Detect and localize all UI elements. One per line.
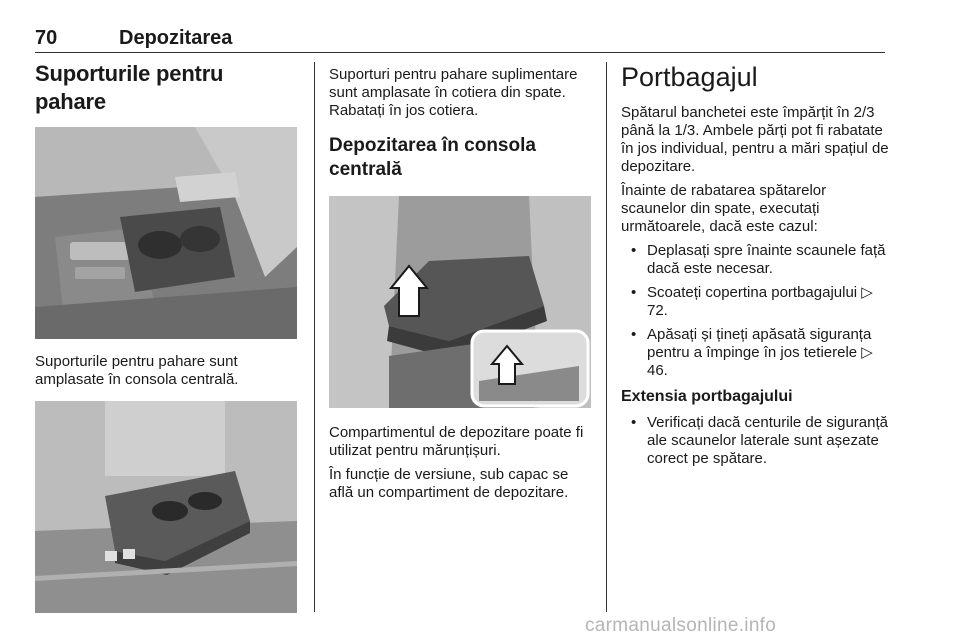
photo-center-console <box>329 196 591 408</box>
bullet-list <box>621 414 889 468</box>
column-armrest-storage <box>329 60 591 508</box>
column-divider <box>314 62 315 612</box>
paragraph: Înainte de rabatarea spătarelor scaunelor din spate, executați următoarele, dacă este cazul: <box>621 182 827 235</box>
paragraph: Compartimentul de depozitare poate fi utilizat pentru mărunțișuri. <box>329 424 584 459</box>
paragraph: În funcție de versiune, sub capac se află un compartiment de depozitare. <box>329 466 569 501</box>
page-number: 70 <box>35 27 58 49</box>
column-divider <box>606 62 607 612</box>
section-heading: Suporturile pentru pahare <box>35 61 224 114</box>
column-cupholders <box>35 60 297 613</box>
bullet-list <box>621 242 889 380</box>
subheading: Extensia portbagajului <box>621 388 793 405</box>
list-item: • Scoateți copertina portbagajului ▷ 72. <box>621 284 889 320</box>
running-title: Depozitarea <box>119 27 233 49</box>
section-heading: Depozitarea în consola centrală <box>329 135 536 180</box>
list-item: • Apăsați și țineți apăsată siguranța pentru a împinge în jos tetierele ▷ 46. <box>621 326 889 380</box>
photo-rear-armrest <box>35 401 297 613</box>
intro-paragraph: Suporturi pentru pahare suplimentare sunt amplasate în cotiera din spate. Rabatați în jos cotiera. <box>329 66 578 119</box>
photo-console-cupholder <box>35 127 297 339</box>
paragraph: Suporturile pentru pahare sunt amplasate în consola centrală. <box>35 353 239 388</box>
paragraph: Spătarul banchetei este împărțit în 2/3 până la 1/3. Ambele părți pot fi rabatate în jos individual, pentru a mări spațiul de depozitare. <box>621 104 889 175</box>
page-header <box>35 27 885 53</box>
watermark: carmanualsonline.info <box>585 615 777 636</box>
list-item: • Verificați dacă centurile de siguranță ale scaunelor laterale sunt așezate corect pe spătare. <box>621 414 889 468</box>
chapter-heading: Portbagajul <box>621 62 758 92</box>
column-boot <box>621 60 889 474</box>
list-item: • Deplasați spre înainte scaunele față dacă este necesar. <box>621 242 889 278</box>
